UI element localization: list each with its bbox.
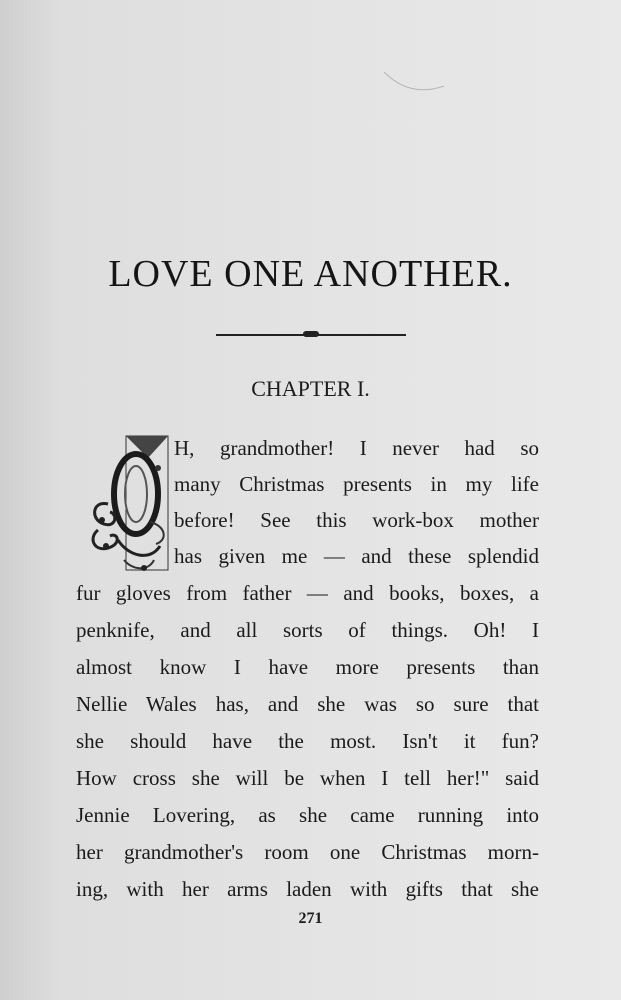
- text-line-5: fur gloves from father — and books, boxes, a: [76, 581, 539, 605]
- text-line-13: ing, with her arms laden with gifts that she: [76, 877, 539, 901]
- page-title: LOVE ONE ANOTHER.: [108, 253, 513, 295]
- text-line-2: many Christmas presents in my life: [174, 472, 539, 496]
- text-line-1: H, grandmother! I never had so: [174, 436, 539, 460]
- text-line-3: before! See this work-box mother: [174, 508, 539, 532]
- text-line-12: her grandmother's room one Christmas morn-: [76, 840, 539, 864]
- text-line-6: penknife, and all sorts of things. Oh! I: [76, 618, 539, 642]
- text-line-7: almost know I have more presents than: [76, 655, 539, 679]
- ornamental-dropcap-o-icon: [88, 434, 172, 576]
- text-line-9: she should have the most. Isn't it fun?: [76, 729, 539, 753]
- text-line-11: Jennie Lovering, as she came running into: [76, 803, 539, 827]
- text-line-10: How cross she will be when I tell her!" said: [76, 766, 539, 790]
- page-number: 271: [298, 910, 323, 927]
- ornamental-rule-center: [303, 331, 319, 337]
- chapter-heading: CHAPTER I.: [251, 376, 370, 401]
- paper-scratch-mark: [380, 64, 460, 104]
- text-line-4: has given me — and these splendid: [174, 544, 539, 568]
- text-line-8: Nellie Wales has, and she was so sure that: [76, 692, 539, 716]
